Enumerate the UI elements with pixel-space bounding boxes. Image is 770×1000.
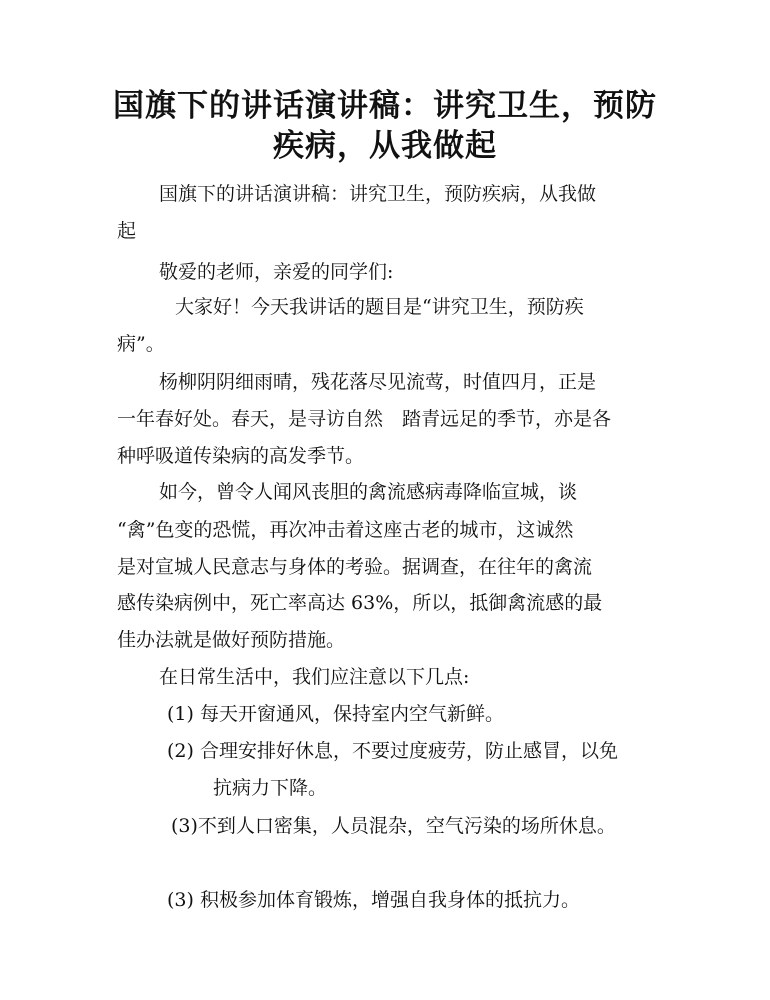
document-title xyxy=(80,86,690,166)
greeting-line: 敬爱的老师，亲爱的同学们: xyxy=(159,261,394,283)
body-line: 一年春好处。春天，是寻访自然 踏青远足的季节，亦是各 xyxy=(117,408,612,430)
list-item: (3) 积极参加体育锻炼，增强自我身体的抵抗力。 xyxy=(167,889,580,911)
list-item: (2) 合理安排好休息，不要过度疲劳，防止感冒，以免 xyxy=(167,740,618,762)
list-item-continuation: 抗病力下降。 xyxy=(213,777,328,799)
body-line: 感传染病例中，死亡率高达 63%，所以，抵御禽流感的最 xyxy=(117,592,603,614)
body-line: 杨柳阴阴细雨晴，残花落尽见流莺，时值四月，正是 xyxy=(159,371,597,393)
list-item: (3)不到人口密集，人员混杂，空气污染的场所休息。 xyxy=(171,815,616,837)
body-line: 是对宣城人民意志与身体的考验。据调查，在往年的禽流 xyxy=(117,556,593,578)
title-line-2: 疾病，从我做起 xyxy=(273,128,497,164)
body-line: 大家好！今天我讲话的题目是“讲究卫生，预防疾 xyxy=(175,296,584,318)
body-line: 在日常生活中，我们应注意以下几点: xyxy=(159,666,470,688)
body-line: “禽”色变的恐慌，再次冲击着这座古老的城市，这诚然 xyxy=(117,519,574,541)
body-line: 种呼吸道传染病的高发季节。 xyxy=(117,445,365,467)
list-item: (1) 每天开窗通风，保持室内空气新鲜。 xyxy=(167,703,504,725)
body-line: 病”。 xyxy=(117,333,165,355)
body-line: 起 xyxy=(117,220,137,242)
body-line: 佳办法就是做好预防措施。 xyxy=(117,629,346,651)
body-line: 国旗下的讲话演讲稿：讲究卫生，预防疾病，从我做 xyxy=(159,183,597,205)
title-line-1: 国旗下的讲话演讲稿：讲究卫生，预防 xyxy=(113,88,657,124)
body-line: 如今，曾令人闻风丧胆的禽流感病毒降临宣城，谈 xyxy=(159,481,578,503)
